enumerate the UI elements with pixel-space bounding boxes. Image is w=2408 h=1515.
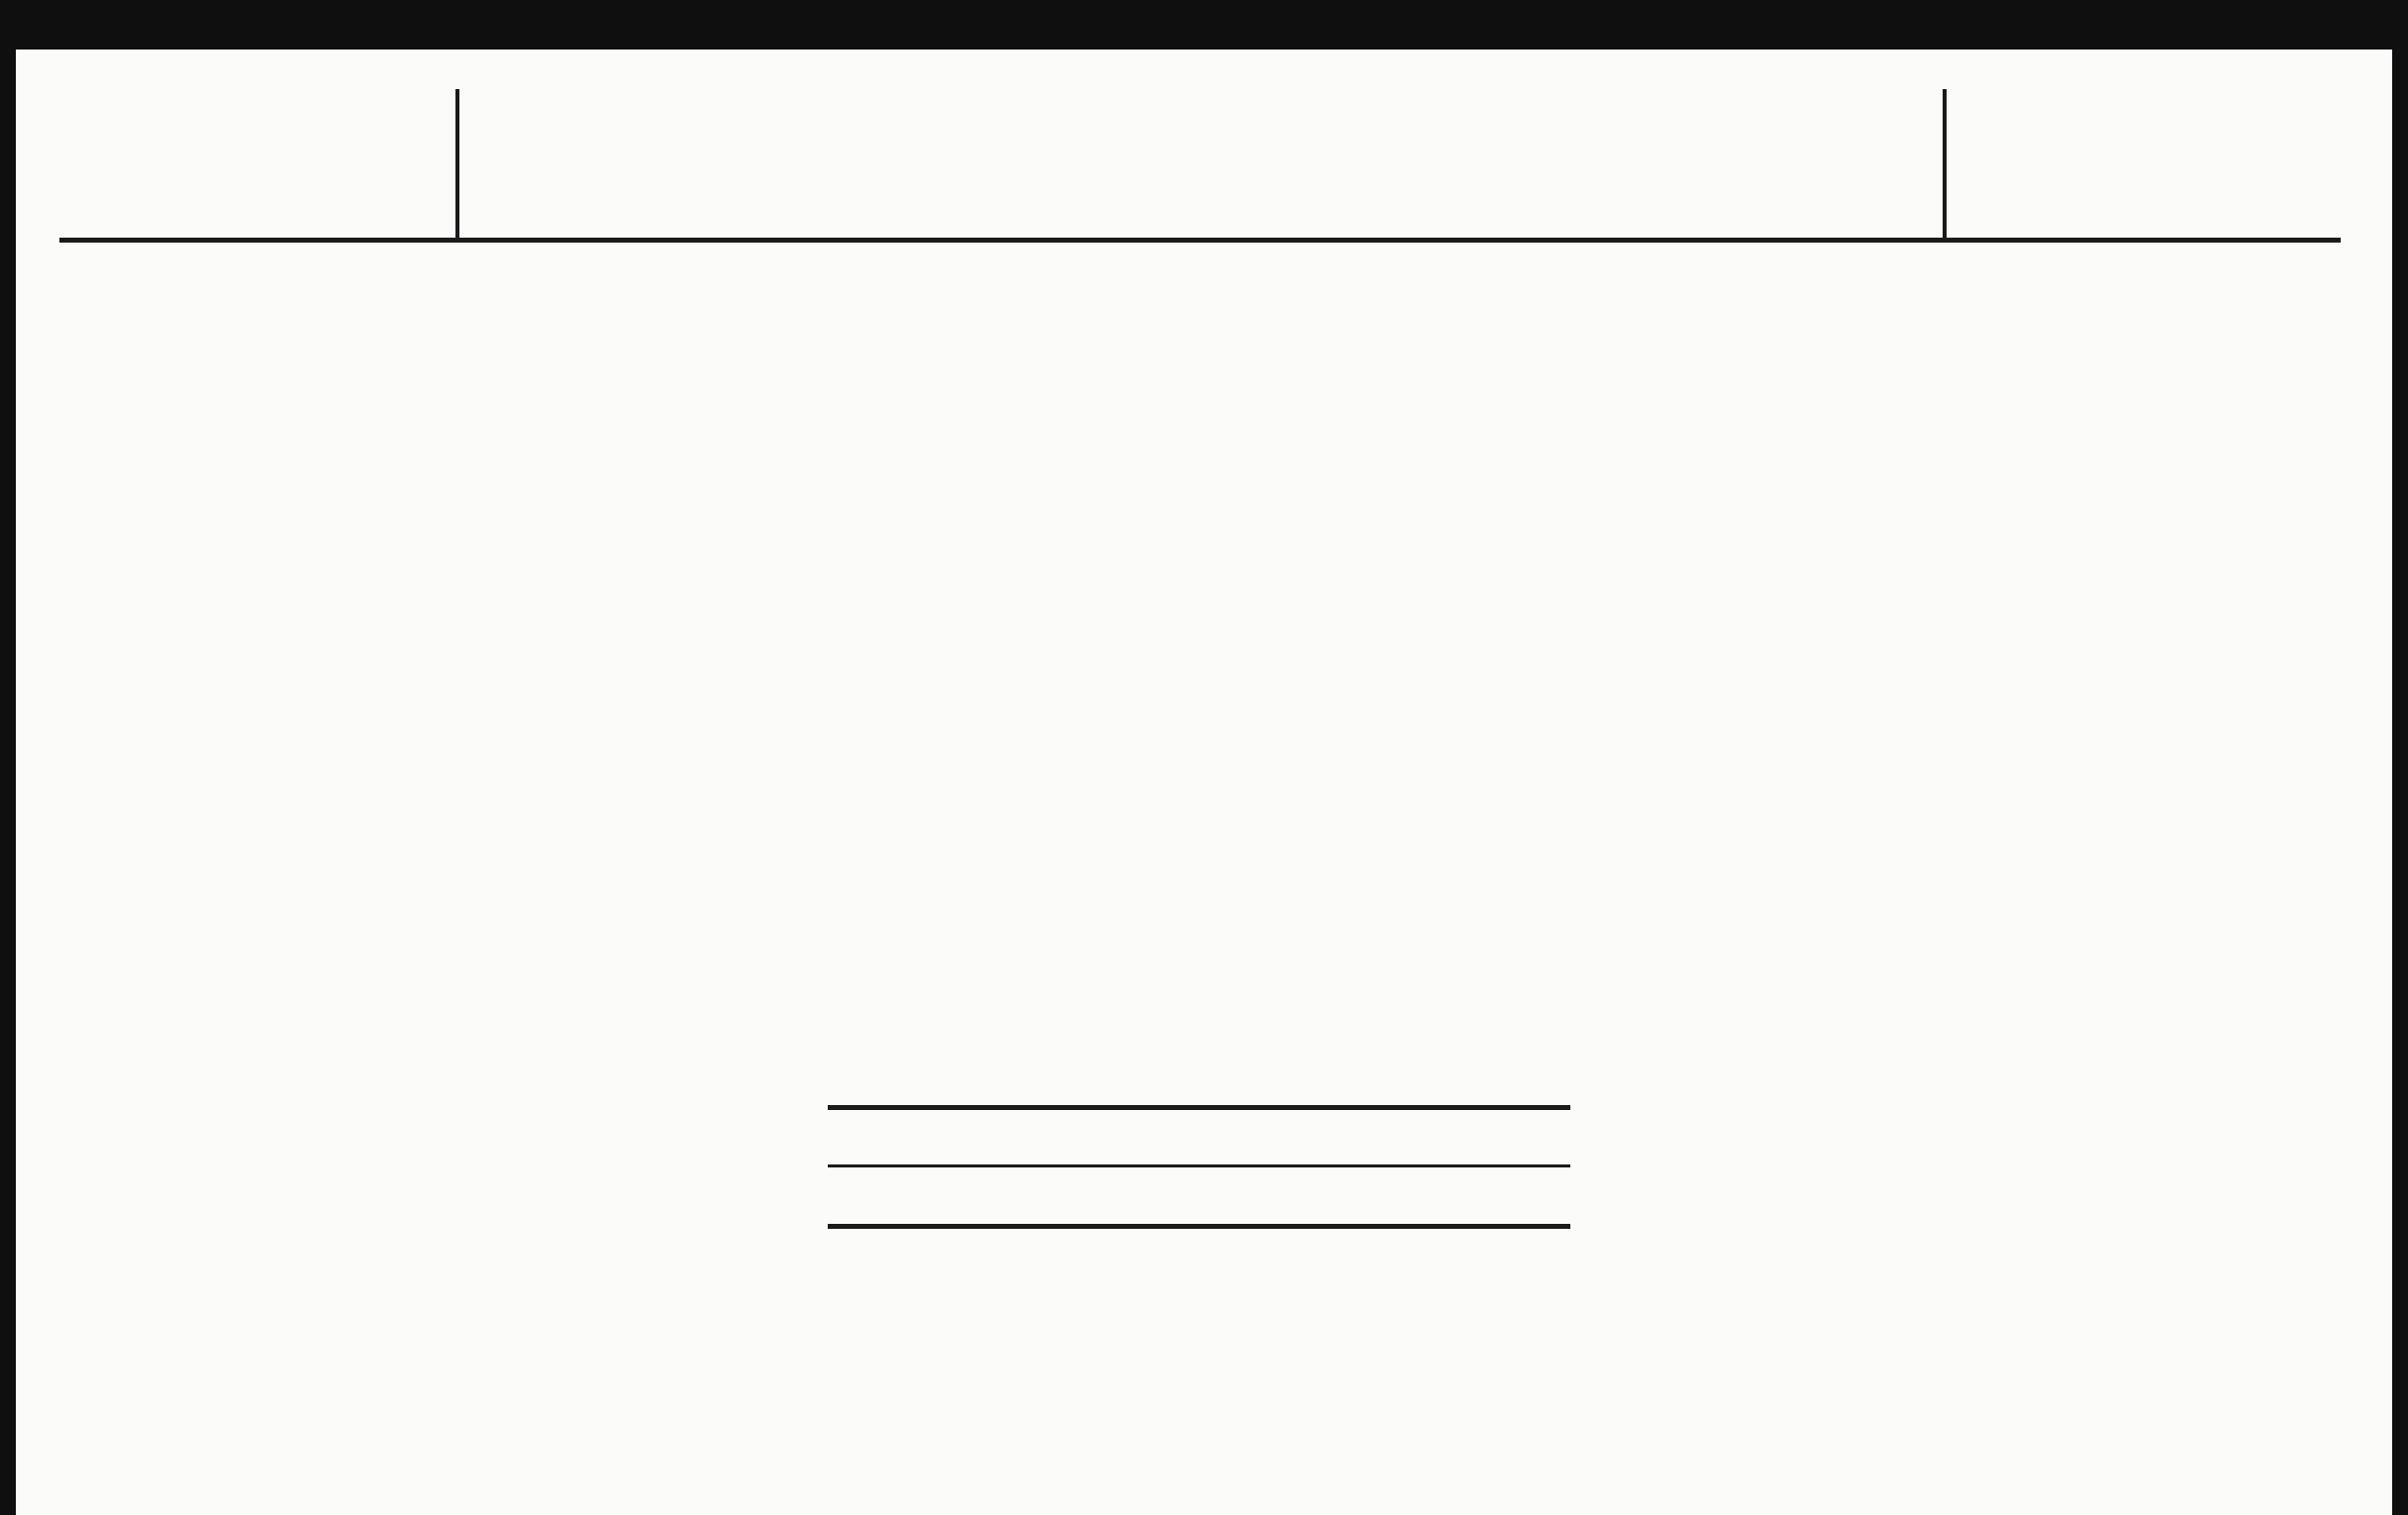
header-rule	[59, 238, 2341, 243]
code-table-mid-rule	[828, 1164, 1570, 1167]
header-divider-left	[455, 89, 459, 238]
code-table-top-rule	[828, 1105, 1570, 1110]
spec-card	[16, 50, 2392, 1515]
code-table-bottom-rule	[828, 1224, 1570, 1229]
header-divider-right	[1943, 89, 1947, 238]
